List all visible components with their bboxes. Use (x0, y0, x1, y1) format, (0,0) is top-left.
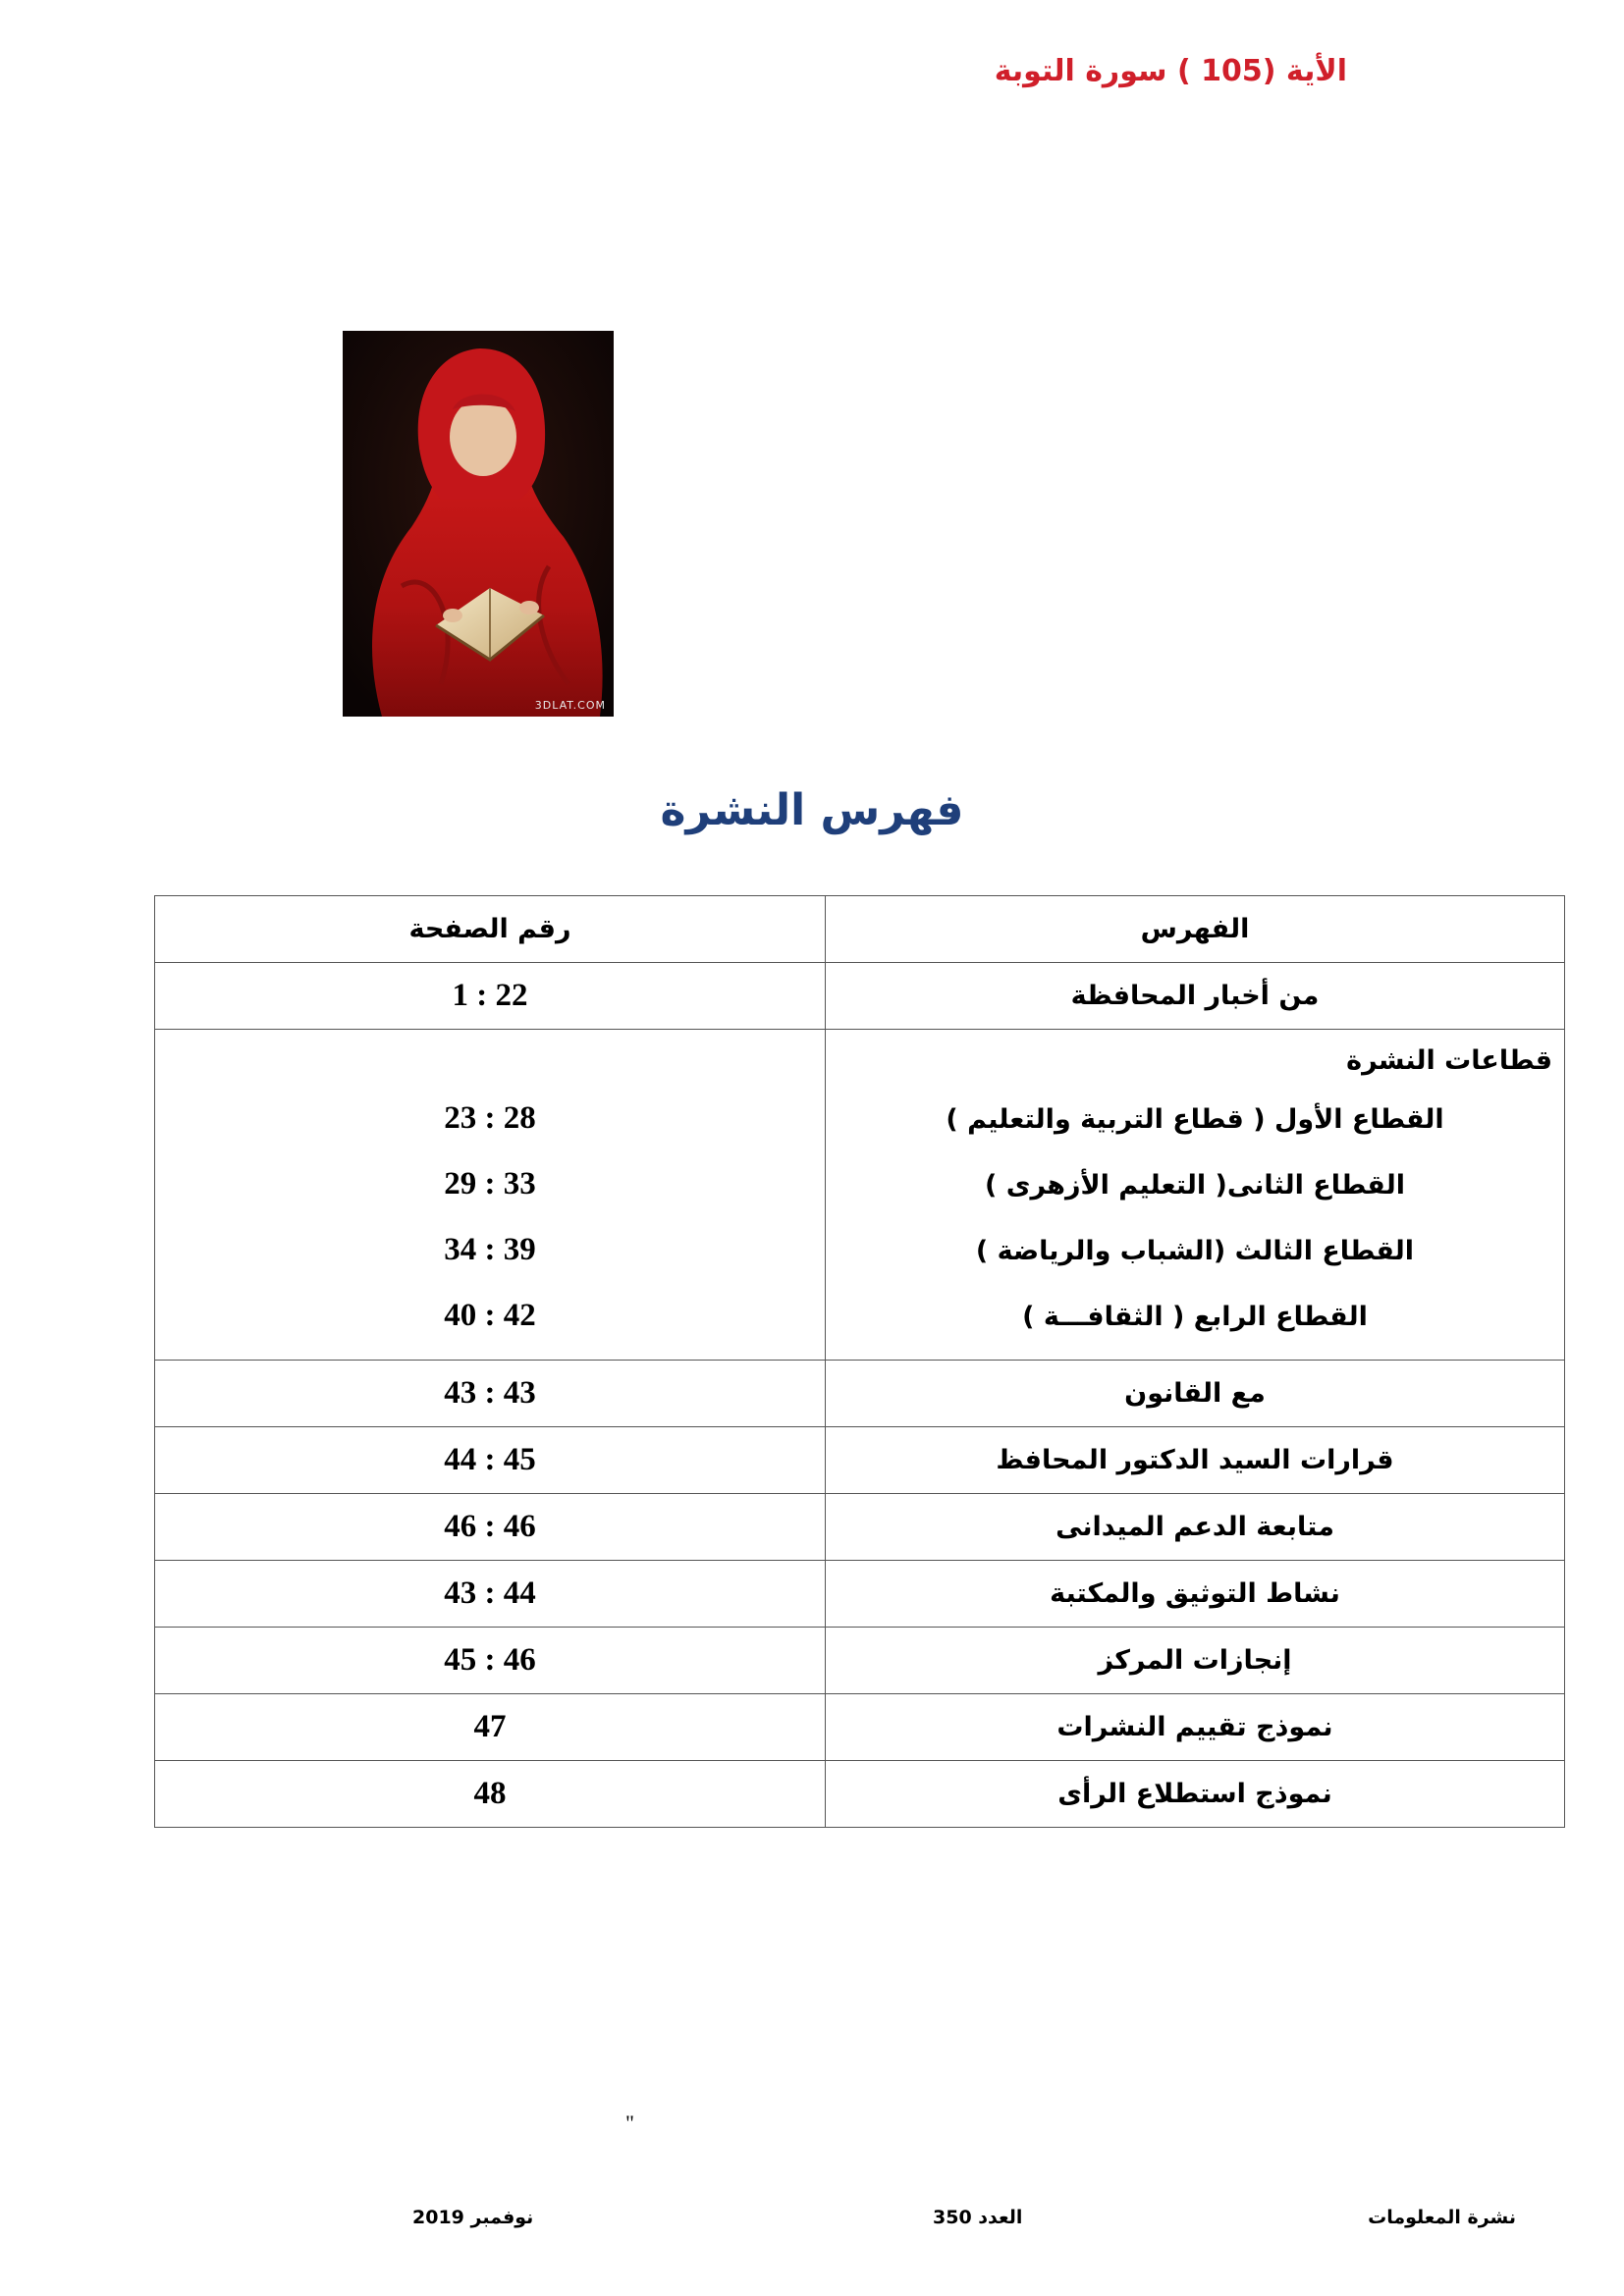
sector-pages: 33 : 29 (444, 1166, 536, 1201)
table-row (155, 1427, 1565, 1494)
topic-cell: نموذج تقييم النشرات (826, 1694, 1565, 1761)
sector-item: القطاع الثانى( التعليم الأزهرى ) (984, 1170, 1406, 1201)
topic-cell: نموذج استطلاع الرأى (826, 1761, 1565, 1828)
page-cell: 45 : 44 (155, 1427, 826, 1494)
child-reading-photo (343, 331, 614, 717)
table-header-row (155, 896, 1565, 963)
page-cell: 22 : 1 (155, 963, 826, 1030)
footer-publication: نشرة المعلومات (1368, 2207, 1516, 2228)
sector-pages: 42 : 40 (444, 1298, 536, 1333)
sector-item: القطاع الثالث (الشباب والرياضة ) (975, 1236, 1415, 1266)
table-row (155, 1761, 1565, 1828)
page-cell: 47 (155, 1694, 826, 1761)
sector-item: القطاع الأول ( قطاع التربية والتعليم ) (946, 1104, 1444, 1135)
table-row (155, 1361, 1565, 1427)
topic-cell: قرارات السيد الدكتور المحافظ (826, 1427, 1565, 1494)
page-cell: 48 (155, 1761, 826, 1828)
topic-cell: نشاط التوثيق والمكتبة (826, 1561, 1565, 1628)
sectors-heading: قطاعات النشرة (1346, 1045, 1552, 1076)
sectors-page-cell (155, 1030, 826, 1361)
verse-reference: الأية (105 ) سورة التوبة (994, 54, 1347, 88)
table-row (155, 1628, 1565, 1694)
topic-cell: مع القانون (826, 1361, 1565, 1427)
page-cell: 46 : 45 (155, 1628, 826, 1694)
footer-date: نوفمبر 2019 (412, 2207, 534, 2228)
table-row (155, 1561, 1565, 1628)
column-header-page: رقم الصفحة (155, 896, 826, 963)
page-cell: 43 : 43 (155, 1361, 826, 1427)
sectors-topic-cell (826, 1030, 1565, 1361)
index-table (154, 895, 1565, 1828)
topic-cell: متابعة الدعم الميدانى (826, 1494, 1565, 1561)
footer-issue: العدد 350 (933, 2207, 1023, 2228)
sector-pages: 28 : 23 (444, 1100, 536, 1136)
sector-pages: 39 : 34 (444, 1232, 536, 1267)
photo-credit: 3DLAT.COM (534, 699, 606, 712)
column-header-topic: الفهرس (826, 896, 1565, 963)
page-cell: 44 : 43 (155, 1561, 826, 1628)
sector-item: القطاع الرابع ( الثقافـــة ) (1022, 1302, 1368, 1332)
topic-cell: إنجازات المركز (826, 1628, 1565, 1694)
child-reading-quran-image (343, 331, 614, 717)
table-row (155, 1494, 1565, 1561)
topic-cell: من أخبار المحافظة (826, 963, 1565, 1030)
index-title: فهرس النشرة (660, 785, 964, 835)
table-row (155, 1694, 1565, 1761)
table-row (155, 963, 1565, 1030)
page-cell: 46 : 46 (155, 1494, 826, 1561)
stray-quote-mark: " (625, 2110, 634, 2135)
sectors-row (155, 1030, 1565, 1361)
